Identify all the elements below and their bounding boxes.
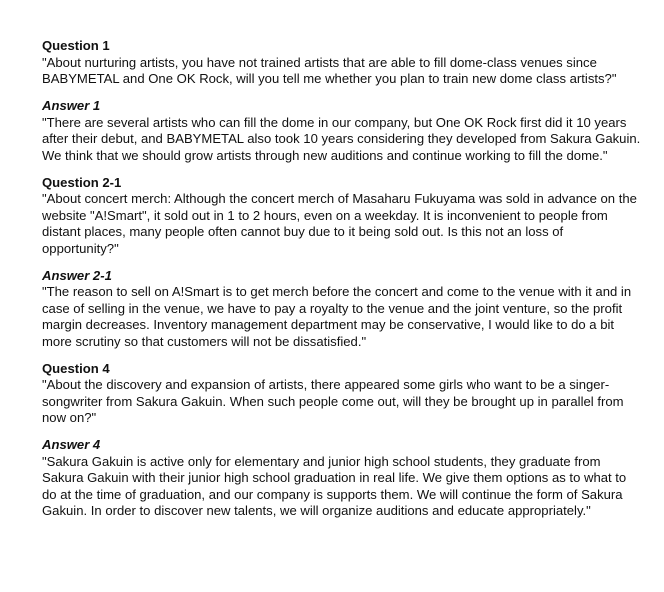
question-1-heading: Question 1 xyxy=(42,38,110,53)
answer-2-1-heading: Answer 2-1 xyxy=(42,267,112,283)
question-2-1-block xyxy=(42,175,642,258)
answer-1-heading: Answer 1 xyxy=(42,98,101,113)
question-4-block xyxy=(42,361,642,427)
answer-4-heading: Answer 4 xyxy=(42,437,101,452)
qa-document xyxy=(42,38,642,530)
answer-2-1-block xyxy=(42,268,642,351)
answer-1-block xyxy=(42,98,642,164)
answer-4-text: "Sakura Gakuin is active only for elementary and junior high school students, they graduate from Sakura Gakuin with their junior high school graduation in real life. We give them options as to what to do at the time of graduation, and our company is supports them. We will continue the form of Sakura Gakuin. In order to discover new talents, we will organize auditions and educate appropriately." xyxy=(42,453,627,518)
question-1-block xyxy=(42,38,642,88)
answer-1-text: "There are several artists who can fill the dome in our company, but One OK Rock first did it 10 years after their debut, and BABYMETAL also took 10 years considering they developed from Sakura Gakuin. We think that we should grow artists through new auditions and continue working to fill the dome." xyxy=(42,114,641,163)
question-2-1-text: "About concert merch: Although the concert merch of Masaharu Fukuyama was sold in advance on the website "A!Smart", it sold out in 1 to 2 hours, even on a weekday. It is inconvenient to people from distant places, many people often cannot buy due to it being sold out. Is this not an loss of opportunity?" xyxy=(42,191,637,256)
question-1-text: "About nurturing artists, you have not trained artists that are able to fill dome-class venues since BABYMETAL and One OK Rock, will you tell me whether you plan to train new dome class artists?" xyxy=(42,54,617,86)
question-2-1-heading: Question 2-1 xyxy=(42,174,122,190)
question-4-text: "About the discovery and expansion of artists, there appeared some girls who want to be a singer-songwriter from Sakura Gakuin. When such people come out, will they be brought up in parallel from now on?" xyxy=(42,377,624,425)
answer-2-1-text: "The reason to sell on A!Smart is to get merch before the concert and come to the venue with it and in case of selling in the venue, we have to pay a royalty to the venue and the joint venture, so the profit margin decreases. Inventory management department may be conservative, I would like to do a bit more scrutiny so that customers will not be dissatisfied." xyxy=(42,284,632,349)
question-4-heading: Question 4 xyxy=(42,360,110,376)
answer-4-block xyxy=(42,437,642,520)
